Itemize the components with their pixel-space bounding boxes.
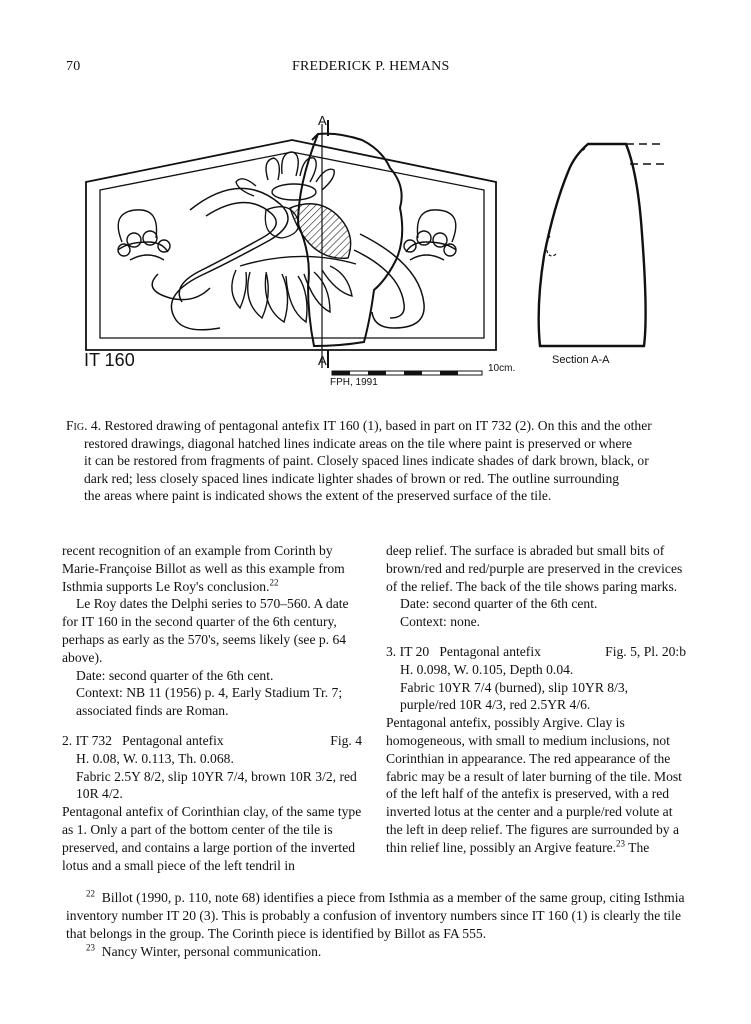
catalogue-entry-heading [62, 732, 362, 750]
caption-line: the areas where paint is indicated shows the extent of the preserved surface of the tile. [84, 488, 552, 504]
entry-fig-ref[interactable]: Fig. 4 [330, 732, 362, 748]
section-label: Section A-A [552, 354, 610, 366]
footnote-23 [66, 943, 686, 961]
caption-line: it can be restored from fragments of paint. Closely spaced lines indicate shades of dark brown, black, or [84, 453, 649, 469]
left-column [62, 542, 362, 874]
caption-line: restored drawings, diagonal hatched lines indicate areas on the tile where paint is preserved or where [84, 435, 633, 451]
section-mark-top: A [318, 113, 327, 128]
date-line: Date: second quarter of the 6th cent. [76, 667, 274, 683]
central-palmette [236, 152, 334, 200]
caption-fig-label: Fig. 4. [66, 418, 102, 433]
paragraph-text: recent recognition of an example from Corinth by Marie-Françoise Billot as well as this example from Isthmia supports Le Roy's conclusion. [62, 543, 345, 594]
paragraph [62, 542, 362, 595]
entry-title: 2. IT 732 Pentagonal antefix [62, 732, 224, 748]
footnote-ref[interactable]: 22 [269, 577, 279, 588]
paragraph: deep relief. The surface is abraded but small bits of brown/red and red/purple are preserved in the crevices of the relief. The back of the tile shows paring marks. [386, 543, 683, 594]
running-head-author: FREDERICK P. HEMANS [292, 59, 450, 74]
entry-dimensions: H. 0.098, W. 0.105, Depth 0.04. [400, 661, 574, 677]
catalogue-entry-heading [386, 643, 686, 661]
inverted-lotus [232, 256, 356, 322]
scale-bar [332, 371, 482, 375]
section-mark-bottom: A [318, 353, 327, 368]
footnote-ref[interactable]: 23 [616, 838, 626, 849]
caption-line: Restored drawing of pentagonal antefix IT 160 (1), based in part on IT 732 (2). On this and the other [104, 418, 652, 433]
figure-caption [66, 417, 688, 505]
entry-fabric: Fabric 2.5Y 8/2, slip 10YR 7/4, brown 10R 3/2, red 10R 4/2. [76, 768, 357, 802]
hatched-boss [265, 204, 350, 259]
footnote-mark: 22 [86, 888, 95, 899]
context-line: Context: NB 11 (1956) p. 4, Early Stadium Tr. 7; associated finds are Roman. [76, 685, 343, 719]
footnote-22 [66, 889, 686, 943]
right-lotus-ornament [404, 210, 456, 260]
right-column [386, 542, 686, 857]
caption-line: dark red; less closely spaced lines indicate lighter shades of brown or red. The outline surrounding [84, 470, 620, 486]
footnote-mark: 23 [86, 942, 95, 953]
entry-description: Pentagonal antefix of Corinthian clay, of the same type as 1. Only a part of the bottom center of the tile is preserved, and contains a large portion of the inverted lotus and a small piece of the left tendril in [62, 804, 362, 873]
tile-label: IT 160 [84, 350, 135, 370]
scale-label: 10cm. [488, 363, 516, 374]
footnote-text: Nancy Winter, personal communication. [101, 944, 322, 959]
entry-fabric: Fabric 10YR 7/4 (burned), slip 10YR 8/3, purple/red 10R 4/3, red 2.5YR 4/6. [400, 679, 629, 713]
entry-title: 3. IT 20 Pentagonal antefix [386, 643, 541, 659]
entry-description [386, 714, 686, 856]
context-line: Context: none. [400, 614, 481, 630]
tendril-volutes [152, 188, 424, 329]
entry-description-tail: The [625, 839, 650, 855]
entry-description-text: Pentagonal antefix, possibly Argive. Clay is homogeneous, with small to medium inclusions, not Corinthian in appearance. The red appearance of the fabric may be a result of later burning of the tile. Most of the left half of the antefix is preserved, with a red inverted lotus at the center and a purple/red volute at the left in deep relief. The figures are surrounded by a thin relief line, possibly an Argive feature. [386, 715, 682, 855]
paragraph: Le Roy dates the Delphi series to 570–560. A date for IT 160 in the second quarter of the 6th century, perhaps as early as the 570's, seems likely (see p. 64 above). [62, 596, 349, 665]
drawing-credit: FPH, 1991 [330, 377, 378, 388]
date-line: Date: second quarter of the 6th cent. [400, 596, 598, 612]
entry-dimensions: H. 0.08, W. 0.113, Th. 0.068. [76, 750, 234, 766]
left-lotus-ornament [118, 210, 170, 260]
page-number: 70 [66, 59, 81, 74]
section-profile [539, 144, 664, 346]
footnote-text: Billot (1990, p. 110, note 68) identifies a piece from Isthmia as a member of the same group, citing Isthmia inventory number IT 20 (3). This is probably a confusion of inventory numbers since IT 160 (1) is clearly the tile that belongs in the group. The Corinth piece is identified by Billot as FA 555. [66, 890, 685, 941]
entry-fig-ref[interactable]: Fig. 5, Pl. 20:b [605, 643, 686, 659]
